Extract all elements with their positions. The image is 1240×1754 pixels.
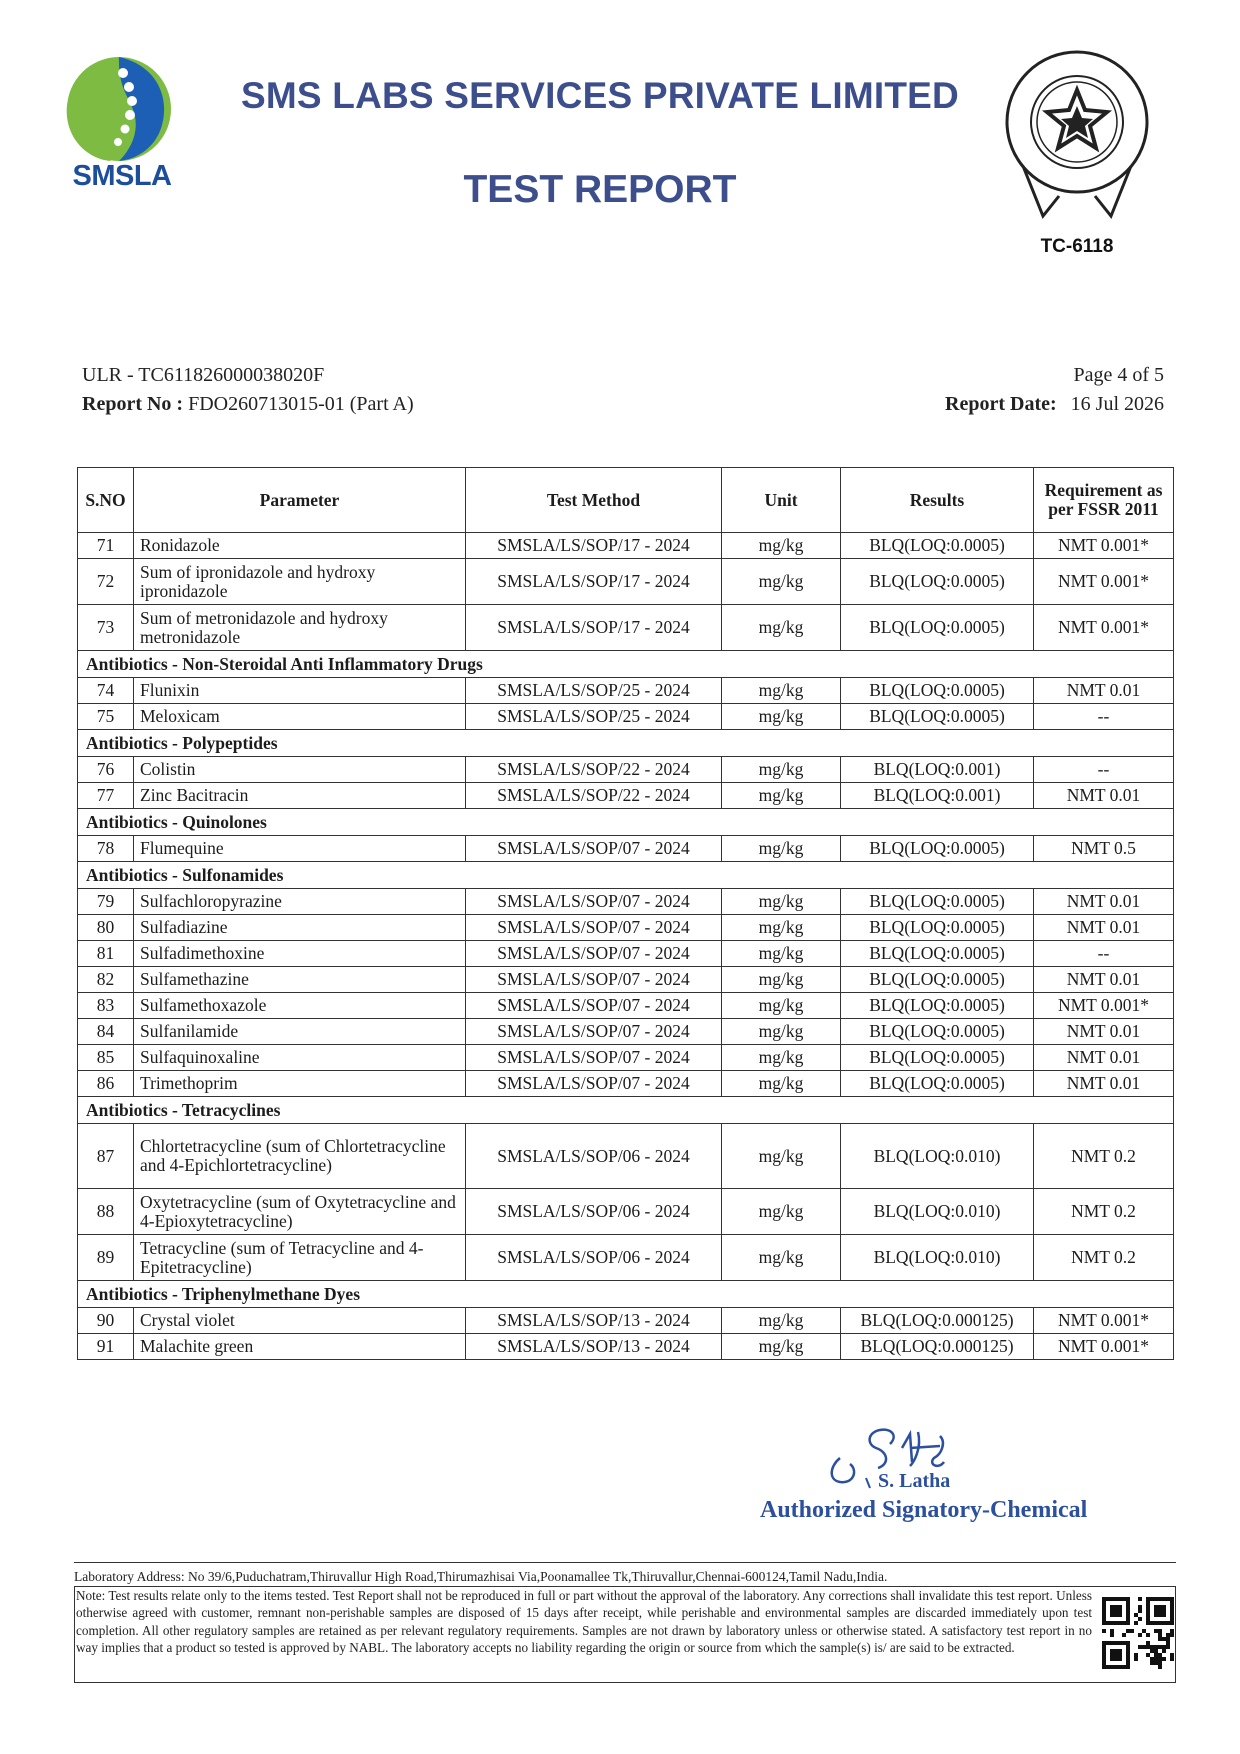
sno-cell: 86 [78, 1071, 134, 1097]
method-cell: SMSLA/LS/SOP/17 - 2024 [466, 533, 722, 559]
results-table [77, 467, 1174, 1360]
parameter-cell: Sulfadiazine [134, 915, 466, 941]
table-body [78, 533, 1174, 1360]
requirement-cell: NMT 0.2 [1034, 1124, 1174, 1189]
sno-cell: 71 [78, 533, 134, 559]
sno-cell: 81 [78, 941, 134, 967]
table-row [78, 533, 1174, 559]
col-header-results: Results [841, 468, 1034, 533]
parameter-cell: Chlortetracycline (sum of Chlortetracycline and 4-Epichlortetracycline) [134, 1124, 466, 1189]
table-row [78, 704, 1174, 730]
company-name: SMS LABS SERVICES PRIVATE LIMITED [241, 75, 959, 116]
sno-cell: 89 [78, 1235, 134, 1281]
table-row [78, 1045, 1174, 1071]
parameter-cell: Tetracycline (sum of Tetracycline and 4-Epitetracycline) [134, 1235, 466, 1281]
sno-cell: 84 [78, 1019, 134, 1045]
method-cell: SMSLA/LS/SOP/13 - 2024 [466, 1308, 722, 1334]
ulr-number: ULR - TC611826000038020F [82, 364, 325, 386]
result-cell: BLQ(LOQ:0.0005) [841, 559, 1034, 605]
result-cell: BLQ(LOQ:0.0005) [841, 967, 1034, 993]
requirement-cell: NMT 0.01 [1034, 889, 1174, 915]
disclaimer-note: Note: Test results relate only to the items tested. Test Report shall not be reproduced in full or part without the approval of the laboratory. Any corrections shall invalidate this test report. Unless otherwise agreed with customer, remnant non-perishable samples are disposed of 15 days after receipt, while perishable and environmental samples are discarded immediately upon test completion. All other regulatory samples are retained as per relevant regulatory requirements. Samples are not drawn by laboratory unless or otherwise stated. A satisfactory test report in no way implies that a product so tested is approved by NABL. The laboratory accepts no liability regarding the origin or source from which the sample(s) is/ are said to be extracted. [76, 1588, 1092, 1656]
result-cell: BLQ(LOQ:0.0005) [841, 605, 1034, 651]
report-date [945, 393, 1164, 416]
requirement-cell: NMT 0.2 [1034, 1235, 1174, 1281]
section-row [78, 730, 1174, 757]
unit-cell: mg/kg [722, 941, 841, 967]
sno-cell: 73 [78, 605, 134, 651]
unit-cell: mg/kg [722, 1235, 841, 1281]
result-cell: BLQ(LOQ:0.010) [841, 1235, 1034, 1281]
report-title: TEST REPORT [463, 168, 737, 211]
method-cell: SMSLA/LS/SOP/07 - 2024 [466, 993, 722, 1019]
parameter-cell: Meloxicam [134, 704, 466, 730]
unit-cell: mg/kg [722, 889, 841, 915]
requirement-cell: NMT 0.001* [1034, 1334, 1174, 1360]
table-row [78, 1308, 1174, 1334]
table-row [78, 836, 1174, 862]
method-cell: SMSLA/LS/SOP/17 - 2024 [466, 559, 722, 605]
requirement-cell: NMT 0.01 [1034, 1019, 1174, 1045]
requirement-cell: -- [1034, 941, 1174, 967]
method-cell: SMSLA/LS/SOP/22 - 2024 [466, 757, 722, 783]
table-row [78, 1071, 1174, 1097]
sno-cell: 74 [78, 678, 134, 704]
col-header-requirement: Requirement as per FSSR 2011 [1034, 468, 1174, 533]
method-cell: SMSLA/LS/SOP/07 - 2024 [466, 967, 722, 993]
requirement-cell: NMT 0.2 [1034, 1189, 1174, 1235]
method-cell: SMSLA/LS/SOP/07 - 2024 [466, 915, 722, 941]
section-row [78, 1281, 1174, 1308]
report-date-value: 16 Jul 2026 [1070, 393, 1164, 415]
unit-cell: mg/kg [722, 605, 841, 651]
table-row [78, 605, 1174, 651]
requirement-cell: NMT 0.01 [1034, 1071, 1174, 1097]
requirement-cell: -- [1034, 704, 1174, 730]
signature-icon [810, 1418, 1020, 1508]
parameter-cell: Crystal violet [134, 1308, 466, 1334]
unit-cell: mg/kg [722, 967, 841, 993]
section-row [78, 862, 1174, 889]
parameter-cell: Sulfamethazine [134, 967, 466, 993]
col-header-parameter: Parameter [134, 468, 466, 533]
table-row [78, 1334, 1174, 1360]
unit-cell: mg/kg [722, 678, 841, 704]
signatory-title: Authorized Signatory-Chemical [760, 1497, 1088, 1523]
parameter-cell: Sulfanilamide [134, 1019, 466, 1045]
parameter-cell: Trimethoprim [134, 1071, 466, 1097]
result-cell: BLQ(LOQ:0.001) [841, 783, 1034, 809]
unit-cell: mg/kg [722, 1019, 841, 1045]
table-row [78, 1189, 1174, 1235]
sno-cell: 83 [78, 993, 134, 1019]
table-header-row [78, 468, 1174, 533]
report-date-label: Report Date: [945, 393, 1057, 415]
unit-cell: mg/kg [722, 915, 841, 941]
requirement-cell: -- [1034, 757, 1174, 783]
unit-cell: mg/kg [722, 757, 841, 783]
result-cell: BLQ(LOQ:0.0005) [841, 678, 1034, 704]
method-cell: SMSLA/LS/SOP/22 - 2024 [466, 783, 722, 809]
requirement-cell: NMT 0.01 [1034, 967, 1174, 993]
sno-cell: 72 [78, 559, 134, 605]
requirement-cell: NMT 0.001* [1034, 559, 1174, 605]
method-cell: SMSLA/LS/SOP/07 - 2024 [466, 1019, 722, 1045]
page-number: Page 4 of 5 [1073, 364, 1164, 386]
sno-cell: 77 [78, 783, 134, 809]
requirement-cell: NMT 0.01 [1034, 1045, 1174, 1071]
table-row [78, 967, 1174, 993]
table-row [78, 678, 1174, 704]
col-header-method: Test Method [466, 468, 722, 533]
table-row [78, 1235, 1174, 1281]
requirement-cell: NMT 0.5 [1034, 836, 1174, 862]
method-cell: SMSLA/LS/SOP/07 - 2024 [466, 941, 722, 967]
result-cell: BLQ(LOQ:0.0005) [841, 1045, 1034, 1071]
sno-cell: 75 [78, 704, 134, 730]
method-cell: SMSLA/LS/SOP/07 - 2024 [466, 889, 722, 915]
sno-cell: 79 [78, 889, 134, 915]
section-title: Antibiotics - Triphenylmethane Dyes [78, 1281, 1174, 1308]
parameter-cell: Flunixin [134, 678, 466, 704]
unit-cell: mg/kg [722, 993, 841, 1019]
method-cell: SMSLA/LS/SOP/06 - 2024 [466, 1124, 722, 1189]
report-number-value: FDO260713015-01 (Part A) [188, 393, 414, 415]
result-cell: BLQ(LOQ:0.010) [841, 1189, 1034, 1235]
method-cell: SMSLA/LS/SOP/13 - 2024 [466, 1334, 722, 1360]
report-number-label: Report No : [82, 393, 184, 415]
qr-code-icon [1100, 1591, 1176, 1679]
parameter-cell: Oxytetracycline (sum of Oxytetracycline and 4-Epioxytetracycline) [134, 1189, 466, 1235]
table-row [78, 889, 1174, 915]
result-cell: BLQ(LOQ:0.001) [841, 757, 1034, 783]
sno-cell: 76 [78, 757, 134, 783]
parameter-cell: Malachite green [134, 1334, 466, 1360]
sno-cell: 82 [78, 967, 134, 993]
unit-cell: mg/kg [722, 1189, 841, 1235]
method-cell: SMSLA/LS/SOP/25 - 2024 [466, 678, 722, 704]
parameter-cell: Sulfadimethoxine [134, 941, 466, 967]
section-title: Antibiotics - Non-Steroidal Anti Inflammatory Drugs [78, 651, 1174, 678]
result-cell: BLQ(LOQ:0.0005) [841, 704, 1034, 730]
parameter-cell: Zinc Bacitracin [134, 783, 466, 809]
method-cell: SMSLA/LS/SOP/17 - 2024 [466, 605, 722, 651]
parameter-cell: Sulfamethoxazole [134, 993, 466, 1019]
table-row [78, 1124, 1174, 1189]
parameter-cell: Flumequine [134, 836, 466, 862]
section-title: Antibiotics - Polypeptides [78, 730, 1174, 757]
parameter-cell: Ronidazole [134, 533, 466, 559]
result-cell: BLQ(LOQ:0.000125) [841, 1334, 1034, 1360]
section-title: Antibiotics - Sulfonamides [78, 862, 1174, 889]
result-cell: BLQ(LOQ:0.010) [841, 1124, 1034, 1189]
unit-cell: mg/kg [722, 1124, 841, 1189]
section-title: Antibiotics - Tetracyclines [78, 1097, 1174, 1124]
result-cell: BLQ(LOQ:0.0005) [841, 1071, 1034, 1097]
parameter-cell: Sulfachloropyrazine [134, 889, 466, 915]
result-cell: BLQ(LOQ:0.0005) [841, 889, 1034, 915]
col-header-unit: Unit [722, 468, 841, 533]
requirement-cell: NMT 0.001* [1034, 1308, 1174, 1334]
method-cell: SMSLA/LS/SOP/07 - 2024 [466, 1071, 722, 1097]
nabl-seal-icon [993, 46, 1161, 224]
table-row [78, 559, 1174, 605]
unit-cell: mg/kg [722, 783, 841, 809]
report-number [82, 393, 414, 416]
requirement-cell: NMT 0.001* [1034, 605, 1174, 651]
section-row [78, 651, 1174, 678]
method-cell: SMSLA/LS/SOP/06 - 2024 [466, 1189, 722, 1235]
section-row [78, 809, 1174, 836]
requirement-cell: NMT 0.001* [1034, 533, 1174, 559]
logo-text: SMSLA [72, 160, 172, 192]
parameter-cell: Colistin [134, 757, 466, 783]
sno-cell: 88 [78, 1189, 134, 1235]
col-header-sno: S.NO [78, 468, 134, 533]
section-row [78, 1097, 1174, 1124]
table-row [78, 993, 1174, 1019]
result-cell: BLQ(LOQ:0.0005) [841, 915, 1034, 941]
unit-cell: mg/kg [722, 1308, 841, 1334]
method-cell: SMSLA/LS/SOP/25 - 2024 [466, 704, 722, 730]
sno-cell: 78 [78, 836, 134, 862]
result-cell: BLQ(LOQ:0.0005) [841, 941, 1034, 967]
parameter-cell: Sulfaquinoxaline [134, 1045, 466, 1071]
sno-cell: 90 [78, 1308, 134, 1334]
sno-cell: 80 [78, 915, 134, 941]
table-row [78, 757, 1174, 783]
parameter-cell: Sum of metronidazole and hydroxy metronidazole [134, 605, 466, 651]
sno-cell: 91 [78, 1334, 134, 1360]
unit-cell: mg/kg [722, 704, 841, 730]
unit-cell: mg/kg [722, 1071, 841, 1097]
result-cell: BLQ(LOQ:0.0005) [841, 1019, 1034, 1045]
result-cell: BLQ(LOQ:0.000125) [841, 1308, 1034, 1334]
method-cell: SMSLA/LS/SOP/07 - 2024 [466, 1045, 722, 1071]
unit-cell: mg/kg [722, 559, 841, 605]
requirement-cell: NMT 0.001* [1034, 993, 1174, 1019]
result-cell: BLQ(LOQ:0.0005) [841, 993, 1034, 1019]
result-cell: BLQ(LOQ:0.0005) [841, 836, 1034, 862]
parameter-cell: Sum of ipronidazole and hydroxy ipronidazole [134, 559, 466, 605]
unit-cell: mg/kg [722, 1334, 841, 1360]
sno-cell: 85 [78, 1045, 134, 1071]
table-row [78, 783, 1174, 809]
requirement-cell: NMT 0.01 [1034, 915, 1174, 941]
requirement-cell: NMT 0.01 [1034, 783, 1174, 809]
table-row [78, 941, 1174, 967]
signatory-name: S. Latha [878, 1470, 951, 1492]
accreditation-code: TC-6118 [1040, 236, 1114, 257]
unit-cell: mg/kg [722, 533, 841, 559]
lab-address: Laboratory Address: No 39/6,Puduchatram,Thiruvallur High Road,Thirumazhisai Via,Poonamallee Tk,Thiruvallur,Chennai-600124,Tamil Nadu,India. [74, 1569, 888, 1584]
sno-cell: 87 [78, 1124, 134, 1189]
table-row [78, 1019, 1174, 1045]
method-cell: SMSLA/LS/SOP/06 - 2024 [466, 1235, 722, 1281]
section-title: Antibiotics - Quinolones [78, 809, 1174, 836]
result-cell: BLQ(LOQ:0.0005) [841, 533, 1034, 559]
requirement-cell: NMT 0.01 [1034, 678, 1174, 704]
footer-divider [74, 1562, 1176, 1563]
method-cell: SMSLA/LS/SOP/07 - 2024 [466, 836, 722, 862]
table-row [78, 915, 1174, 941]
unit-cell: mg/kg [722, 836, 841, 862]
unit-cell: mg/kg [722, 1045, 841, 1071]
